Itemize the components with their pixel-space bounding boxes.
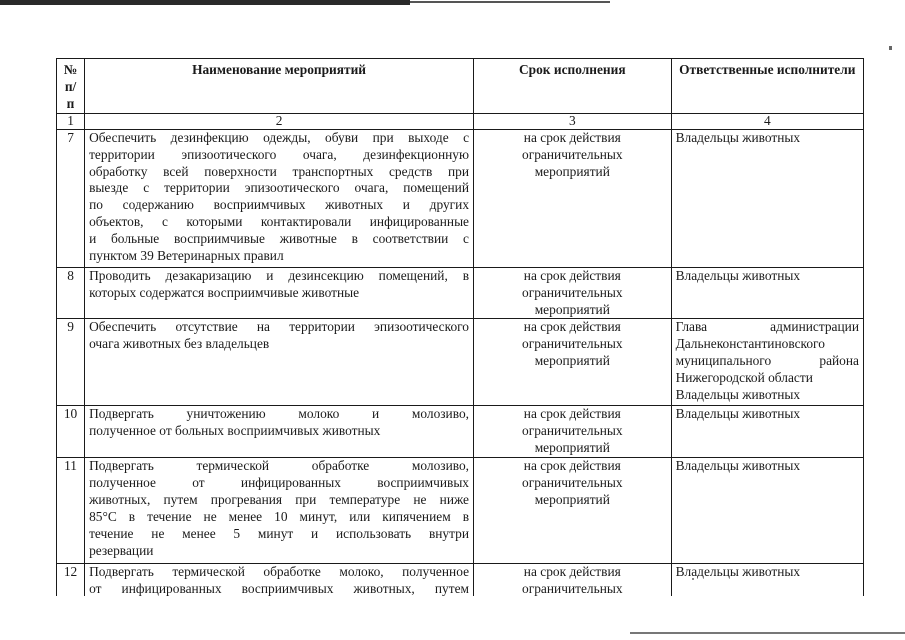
- event-term-line: на срок действия: [523, 406, 621, 422]
- header-name: Наименование мероприятий: [85, 59, 474, 114]
- event-term-line: ограничительных: [522, 146, 623, 162]
- event-term-line: ограничительных: [522, 284, 623, 300]
- header-num-text: № п/п: [63, 62, 78, 111]
- events-table: [56, 58, 864, 625]
- column-number: 2: [85, 113, 474, 129]
- event-name-line: Подвергать уничтожению молоко и молозиво,: [89, 406, 470, 422]
- table-row: [57, 129, 864, 267]
- scan-artifact-top-thin: [410, 1, 610, 3]
- row-number: 11: [57, 458, 85, 564]
- event-term: [474, 129, 672, 267]
- event-name-line: по содержанию восприимчивых животных и других: [89, 197, 470, 213]
- event-name-line: Подвергать термической обработке молозиво,: [89, 458, 470, 474]
- event-responsible-line: Владельцы животных: [675, 406, 801, 422]
- event-term-line: ограничительных: [522, 336, 623, 352]
- event-name-line: животных, путем прогревания при температуре не ниже: [89, 491, 470, 507]
- event-responsible-line: Владельцы животных: [675, 267, 801, 283]
- table-row: [57, 458, 864, 564]
- event-name-line: Обеспечить дезинфекцию одежды, обуви при выходе с: [89, 129, 470, 145]
- column-number: 3: [474, 113, 672, 129]
- event-responsible-line: муниципального района: [675, 353, 859, 369]
- event-term-line: ограничительных: [522, 423, 623, 439]
- event-term: [474, 458, 672, 564]
- header-num: [57, 59, 85, 114]
- event-term-line: мероприятий: [534, 440, 610, 456]
- scan-artifact-bottom: [630, 632, 905, 634]
- event-name: [85, 129, 474, 267]
- header-term: Срок исполнения: [474, 59, 672, 114]
- header-resp: Ответственные исполнители: [671, 59, 863, 114]
- event-name-line: очага животных без владельцев: [89, 336, 270, 352]
- event-responsible: [671, 129, 863, 267]
- event-name: [85, 458, 474, 564]
- scan-artifact-top: [0, 0, 410, 5]
- event-name-line: Обеспечить отсутствие на территории эпизоотического: [89, 319, 470, 335]
- event-responsible-line: Владельцы животных: [675, 129, 801, 145]
- event-name-line: течение не менее 5 минут и использовать внутри: [89, 525, 470, 541]
- event-term-line: мероприятий: [534, 301, 610, 317]
- event-name-line: Проводить дезакаризацию и дезинсекцию помещений, в: [89, 267, 470, 283]
- event-name-line: выезде с территории эпизоотического очага, помещений: [89, 180, 470, 196]
- event-responsible-line: Глава администрации: [675, 319, 859, 335]
- column-number: 4: [671, 113, 863, 129]
- table-row: [57, 267, 864, 319]
- event-term-line: на срок действия: [523, 564, 621, 580]
- column-numbers-row: [57, 113, 864, 129]
- event-term-line: на срок действия: [523, 129, 621, 145]
- event-name-line: пунктом 39 Ветеринарных правил: [89, 248, 284, 264]
- event-responsible: [671, 267, 863, 319]
- row-number: 9: [57, 319, 85, 406]
- event-responsible: [671, 406, 863, 458]
- table-row: [57, 319, 864, 406]
- event-name-line: которых содержатся восприимчивые животные: [89, 284, 360, 300]
- event-name-line: территории эпизоотического очага, дезинфекционную: [89, 146, 470, 162]
- event-name-line: резервации: [89, 542, 154, 558]
- table-row: [57, 406, 864, 458]
- event-name-line: полученное от больных восприимчивых животных: [89, 423, 381, 439]
- event-responsible: [671, 319, 863, 406]
- event-name-line: от инфицированных восприимчивых животных, путем: [89, 581, 470, 597]
- event-responsible: [671, 458, 863, 564]
- event-responsible-line: Нижегородской области: [675, 370, 813, 386]
- event-term-line: ограничительных: [522, 475, 623, 491]
- row-number: 10: [57, 406, 85, 458]
- table-header-row: [57, 59, 864, 114]
- event-term: [474, 319, 672, 406]
- event-term-line: ограничительных: [522, 581, 623, 597]
- event-name-line: обработку всей поверхности транспортных средств при: [89, 163, 470, 179]
- event-responsible-line: Владельцы животных: [675, 564, 801, 580]
- event-responsible-line: Владельцы животных: [675, 458, 801, 474]
- event-term-line: мероприятий: [534, 353, 610, 369]
- event-name-line: 85°С в течение не менее 10 минут, или кипячением в: [89, 508, 470, 524]
- row-number: 7: [57, 129, 85, 267]
- event-name-line: Подвергать термической обработке молоко, полученное: [89, 564, 470, 580]
- event-name-line: полученное от инфицированных восприимчивых: [89, 475, 470, 491]
- scan-artifact-mark: [889, 46, 892, 50]
- event-term: [474, 267, 672, 319]
- event-responsible-line: Владельцы животных: [675, 387, 801, 403]
- column-number: 1: [57, 113, 85, 129]
- event-name: [85, 406, 474, 458]
- event-name: [85, 319, 474, 406]
- event-term: [474, 406, 672, 458]
- event-term-line: мероприятий: [534, 491, 610, 507]
- event-name-line: и больные восприимчивые животные в соответствии с: [89, 231, 470, 247]
- event-term-line: на срок действия: [523, 319, 621, 335]
- event-term-line: на срок действия: [523, 267, 621, 283]
- event-name: [85, 267, 474, 319]
- event-responsible-line: Дальнеконстантиновского: [675, 336, 825, 352]
- event-term-line: мероприятий: [534, 163, 610, 179]
- event-name-line: объектов, с которыми контактировали инфицированные: [89, 214, 470, 230]
- event-term-line: на срок действия: [523, 458, 621, 474]
- row-number: 8: [57, 267, 85, 319]
- row-number: 12: [57, 564, 85, 625]
